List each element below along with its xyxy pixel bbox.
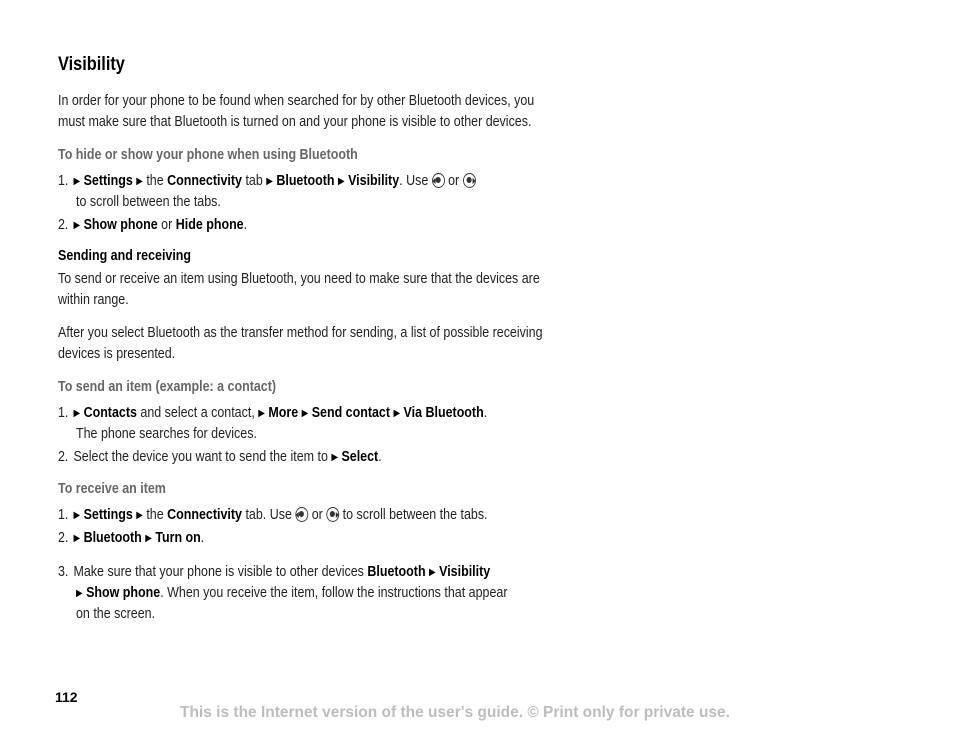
navigation-key-right-icon bbox=[326, 507, 339, 522]
option-select: Select bbox=[341, 449, 379, 465]
right-arrow-icon: ▶ bbox=[301, 408, 309, 419]
text-use: . Use bbox=[399, 173, 429, 189]
text-period: . bbox=[483, 405, 488, 421]
menu-more: More bbox=[268, 405, 299, 421]
menu-settings: Settings bbox=[83, 507, 133, 523]
text-tab-use: tab. Use bbox=[245, 507, 292, 523]
right-arrow-icon: ▶ bbox=[145, 533, 152, 544]
step-number: 1. bbox=[58, 507, 69, 523]
navigation-key-right-icon bbox=[463, 173, 476, 188]
hide-show-step-2 bbox=[58, 215, 278, 236]
text-period: . bbox=[378, 449, 382, 465]
text-tab: tab bbox=[245, 173, 263, 189]
receive-item-step-2 bbox=[58, 528, 228, 549]
right-arrow-icon: ▶ bbox=[266, 176, 273, 187]
right-arrow-icon: ▶ bbox=[136, 176, 143, 187]
text-follow-instructions: . When you receive the item, follow the instructions that appear bbox=[160, 585, 508, 601]
text-or: or bbox=[161, 217, 173, 233]
right-arrow-icon: ▶ bbox=[331, 452, 338, 463]
send-item-heading: To send an item (example: a contact) bbox=[58, 379, 277, 395]
option-show-phone: Show phone bbox=[83, 217, 158, 233]
option-show-phone: Show phone bbox=[86, 585, 161, 601]
right-arrow-icon: ▶ bbox=[136, 510, 143, 521]
sending-paragraph-1-line-1: To send or receive an item using Bluetooth, you need to make sure that the devices are bbox=[58, 271, 540, 287]
right-arrow-icon: ▶ bbox=[393, 408, 401, 419]
sending-receiving-heading: Sending and receiving bbox=[58, 248, 192, 264]
step-number: 3. bbox=[58, 564, 69, 580]
text-select-device: Select the device you want to send the item to bbox=[73, 449, 328, 465]
hide-show-step-1 bbox=[58, 171, 544, 192]
step-number: 2. bbox=[58, 217, 69, 233]
menu-connectivity: Connectivity bbox=[167, 173, 242, 189]
menu-visibility: Visibility bbox=[439, 564, 491, 580]
right-arrow-icon: ▶ bbox=[73, 533, 81, 544]
menu-send-contact: Send contact bbox=[311, 405, 391, 421]
menu-bluetooth: Bluetooth bbox=[276, 173, 335, 189]
text-the: the bbox=[146, 173, 164, 189]
right-arrow-icon: ▶ bbox=[429, 567, 436, 578]
send-item-step-1-continued: The phone searches for devices. bbox=[76, 426, 257, 442]
text-make-visible: Make sure that your phone is visible to other devices bbox=[73, 564, 364, 580]
navigation-key-left-icon bbox=[295, 507, 308, 522]
right-arrow-icon: ▶ bbox=[73, 220, 81, 231]
intro-paragraph-line-2: must make sure that Bluetooth is turned on and your phone is visible to other devices. bbox=[58, 114, 532, 130]
text-period: . bbox=[200, 530, 205, 546]
right-arrow-icon: ▶ bbox=[76, 588, 83, 599]
right-arrow-icon: ▶ bbox=[73, 408, 81, 419]
receive-item-step-1 bbox=[58, 505, 557, 526]
menu-connectivity: Connectivity bbox=[167, 507, 242, 523]
menu-via-bluetooth: Via Bluetooth bbox=[403, 405, 484, 421]
footer-disclaimer: This is the Internet version of the user's guide. © Print only for private use. bbox=[180, 704, 730, 721]
hide-show-step-1-continued: to scroll between the tabs. bbox=[76, 194, 221, 210]
option-hide-phone: Hide phone bbox=[175, 217, 244, 233]
option-turn-on: Turn on bbox=[155, 530, 201, 546]
intro-paragraph-line-1: In order for your phone to be found when searched for by other Bluetooth devices, you bbox=[58, 93, 535, 109]
right-arrow-icon: ▶ bbox=[337, 176, 345, 187]
sending-paragraph-1-line-2: within range. bbox=[58, 292, 129, 308]
step-number: 1. bbox=[58, 405, 69, 421]
text-select-contact: and select a contact, bbox=[140, 405, 255, 421]
menu-visibility: Visibility bbox=[348, 173, 400, 189]
text-the: the bbox=[146, 507, 164, 523]
menu-bluetooth: Bluetooth bbox=[367, 564, 426, 580]
menu-bluetooth: Bluetooth bbox=[83, 530, 142, 546]
send-item-step-1 bbox=[58, 403, 557, 424]
menu-settings: Settings bbox=[83, 173, 133, 189]
text-period: . bbox=[243, 217, 248, 233]
send-item-step-2 bbox=[58, 447, 434, 468]
hide-show-heading: To hide or show your phone when using Bluetooth bbox=[58, 147, 358, 163]
page-title: Visibility bbox=[58, 54, 125, 75]
right-arrow-icon: ▶ bbox=[258, 408, 265, 419]
receive-item-step-3-line-2 bbox=[76, 583, 578, 604]
receive-item-step-3-line-3: on the screen. bbox=[76, 606, 156, 622]
text-or: or bbox=[448, 173, 460, 189]
text-or: or bbox=[311, 507, 323, 523]
menu-contacts: Contacts bbox=[83, 405, 137, 421]
sending-paragraph-2-line-1: After you select Bluetooth as the transfer method for sending, a list of possible receiving bbox=[58, 325, 543, 341]
receive-item-step-3 bbox=[58, 562, 561, 583]
step-number: 1. bbox=[58, 173, 69, 189]
right-arrow-icon: ▶ bbox=[73, 176, 81, 187]
step-number: 2. bbox=[58, 530, 69, 546]
step-number: 2. bbox=[58, 449, 69, 465]
text-scroll-tabs: to scroll between the tabs. bbox=[342, 507, 488, 523]
receive-item-heading: To receive an item bbox=[58, 481, 166, 497]
page-number: 112 bbox=[55, 689, 78, 705]
sending-paragraph-2-line-2: devices is presented. bbox=[58, 346, 176, 362]
right-arrow-icon: ▶ bbox=[73, 510, 81, 521]
navigation-key-left-icon bbox=[432, 173, 445, 188]
